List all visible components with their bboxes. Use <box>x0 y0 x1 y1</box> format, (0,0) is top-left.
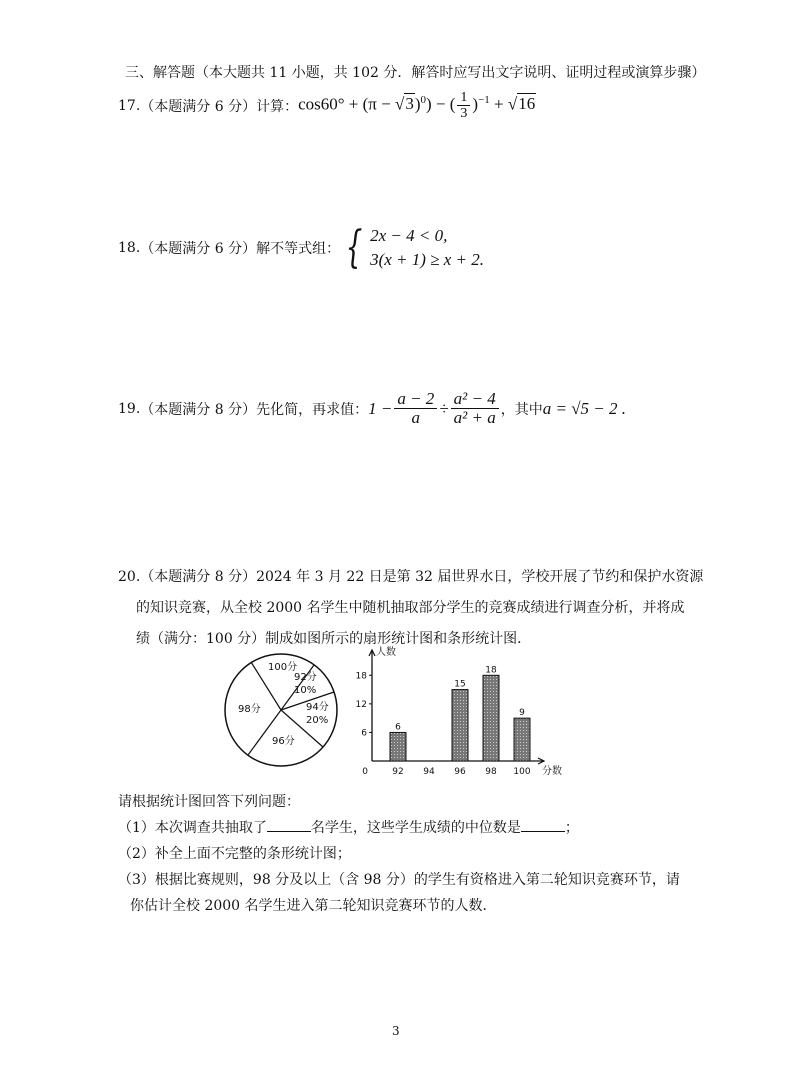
y-tick-label: 18 <box>355 671 367 682</box>
x-tick-label: 98 <box>485 767 497 777</box>
x-tick-label: 94 <box>423 767 435 777</box>
origin-label: 0 <box>362 767 368 777</box>
q19-f2-num: a² − 4 <box>451 390 499 409</box>
data-label: 9 <box>519 708 525 719</box>
section-header: 三、解答题（本大题共 11 小题，共 102 分．解答时应写出文字说明、证明过程或演算步骤） <box>125 65 706 81</box>
q17-close2: ) <box>472 94 479 114</box>
pie-label-92: 92分 <box>294 672 317 683</box>
q17-prefix: （本题满分 6 分）计算： <box>140 98 299 115</box>
q20-sub1 <box>118 815 680 841</box>
q20-blank-median[interactable] <box>521 819 565 832</box>
q20-sub1-c: ； <box>564 820 579 836</box>
pie-label-98: 98分 <box>238 704 261 715</box>
question-18 <box>118 224 484 272</box>
pie-label-96: 96分 <box>272 736 295 747</box>
pie-label-92-pct: 10% <box>294 685 317 696</box>
q17-expr-part1: cos60° + (π − <box>298 94 395 114</box>
x-tick-label: 96 <box>454 767 466 777</box>
page-number: 3 <box>392 1024 400 1038</box>
q20-sub2: （2）补全上面不完整的条形统计图； <box>118 846 351 862</box>
x-axis-label: 分数 <box>542 766 562 777</box>
x-tick-label: 100 <box>513 767 531 777</box>
q19-value: a = √5 − 2 . <box>542 398 626 418</box>
x-tick-label: 92 <box>392 767 404 777</box>
q20-line1: （本题满分 8 分）2024 年 3 月 22 日是第 32 届世界水日，学校开展了节约和保护水资源 <box>140 569 704 585</box>
q19-number: 19. <box>118 400 141 417</box>
question-17 <box>118 90 536 121</box>
data-label: 15 <box>454 679 466 690</box>
q20-line2: 的知识竞赛，从全校 2000 名学生中随机抽取部分学生的竞赛成绩进行调查分析，并将成 <box>136 600 685 616</box>
q18-number: 18. <box>118 240 141 256</box>
bar-chart <box>352 640 582 780</box>
q19-prefix: （本题满分 8 分）先化简，再求值： <box>140 401 369 418</box>
q17-fraction <box>457 90 470 121</box>
q19-where: ，其中 <box>500 401 543 418</box>
q20-number: 20. <box>118 569 141 585</box>
q17-exp-neg1: −1 <box>478 93 490 106</box>
q17-exp0: 0 <box>420 93 426 106</box>
bar <box>452 690 468 761</box>
q17-sqrt16: 16 <box>518 94 536 114</box>
q17-plus: + <box>489 94 508 114</box>
q20-prompt: 请根据统计图回答下列问题： <box>118 794 300 810</box>
bar <box>514 718 530 761</box>
bar <box>390 732 406 761</box>
q17-expression: $\cos 60^\circ + (\pi - √3)^0$) − ( $\frac{1}{3}$ )$^{-1}$ + √16 <box>298 90 536 121</box>
q17-sqrt3: 3 <box>405 94 414 114</box>
q19-fraction1 <box>394 390 437 427</box>
q19-one-minus: 1 − <box>368 398 393 418</box>
q19-f2-den: a² + a <box>453 408 496 427</box>
pie-chart <box>218 650 348 775</box>
data-label: 6 <box>395 722 401 733</box>
q18-brace: { <box>345 222 363 273</box>
pie-divider-5 <box>248 710 281 755</box>
y-axis-label: 人数 <box>376 647 396 658</box>
q19-f1-num: a − 2 <box>394 390 437 409</box>
q19-fraction2 <box>451 390 499 427</box>
q17-number: 17. <box>118 97 141 114</box>
q20-sub1-b: 名学生，这些学生成绩的中位数是 <box>310 820 521 836</box>
q18-prefix: （本题满分 6 分）解不等式组： <box>140 241 341 257</box>
pie-label-94: 94分 <box>306 702 329 713</box>
pie-label-100: 100分 <box>268 662 298 673</box>
q17-minus-open: ) − ( <box>425 94 456 114</box>
q17-frac-num: 1 <box>457 90 470 106</box>
q20-line3: 绩（满分：100 分）制成如图所示的扇形统计图和条形统计图． <box>136 631 532 647</box>
q17-close: ) <box>414 94 421 114</box>
q18-inequality-system <box>340 224 484 272</box>
q20-sub1-a: （1）本次调查共抽取了 <box>118 820 267 836</box>
data-label: 18 <box>485 665 497 676</box>
q19-expression <box>368 390 501 427</box>
pie-label-94-pct: 20% <box>306 715 329 726</box>
y-tick-label: 6 <box>361 728 367 739</box>
q20-sub3-line2: 你估计全校 2000 名学生进入第二轮知识竞赛环节的人数． <box>130 898 497 914</box>
question-19 <box>118 390 626 427</box>
bar <box>483 675 499 761</box>
q18-line2: 3(x + 1) ≥ x + 2. <box>370 250 485 269</box>
y-tick-label: 12 <box>355 699 367 710</box>
q20-subquestions <box>118 789 680 919</box>
q19-div: ÷ <box>439 398 449 418</box>
q17-frac-den: 3 <box>460 106 468 121</box>
q20-sub3-line1: （3）根据比赛规则，98 分及以上（含 98 分）的学生有资格进入第二轮知识竞赛环节，请 <box>118 872 680 888</box>
q18-line1: 2x − 4 < 0, <box>370 226 448 245</box>
q20-blank-count[interactable] <box>267 819 311 832</box>
q19-f1-den: a <box>411 408 421 427</box>
